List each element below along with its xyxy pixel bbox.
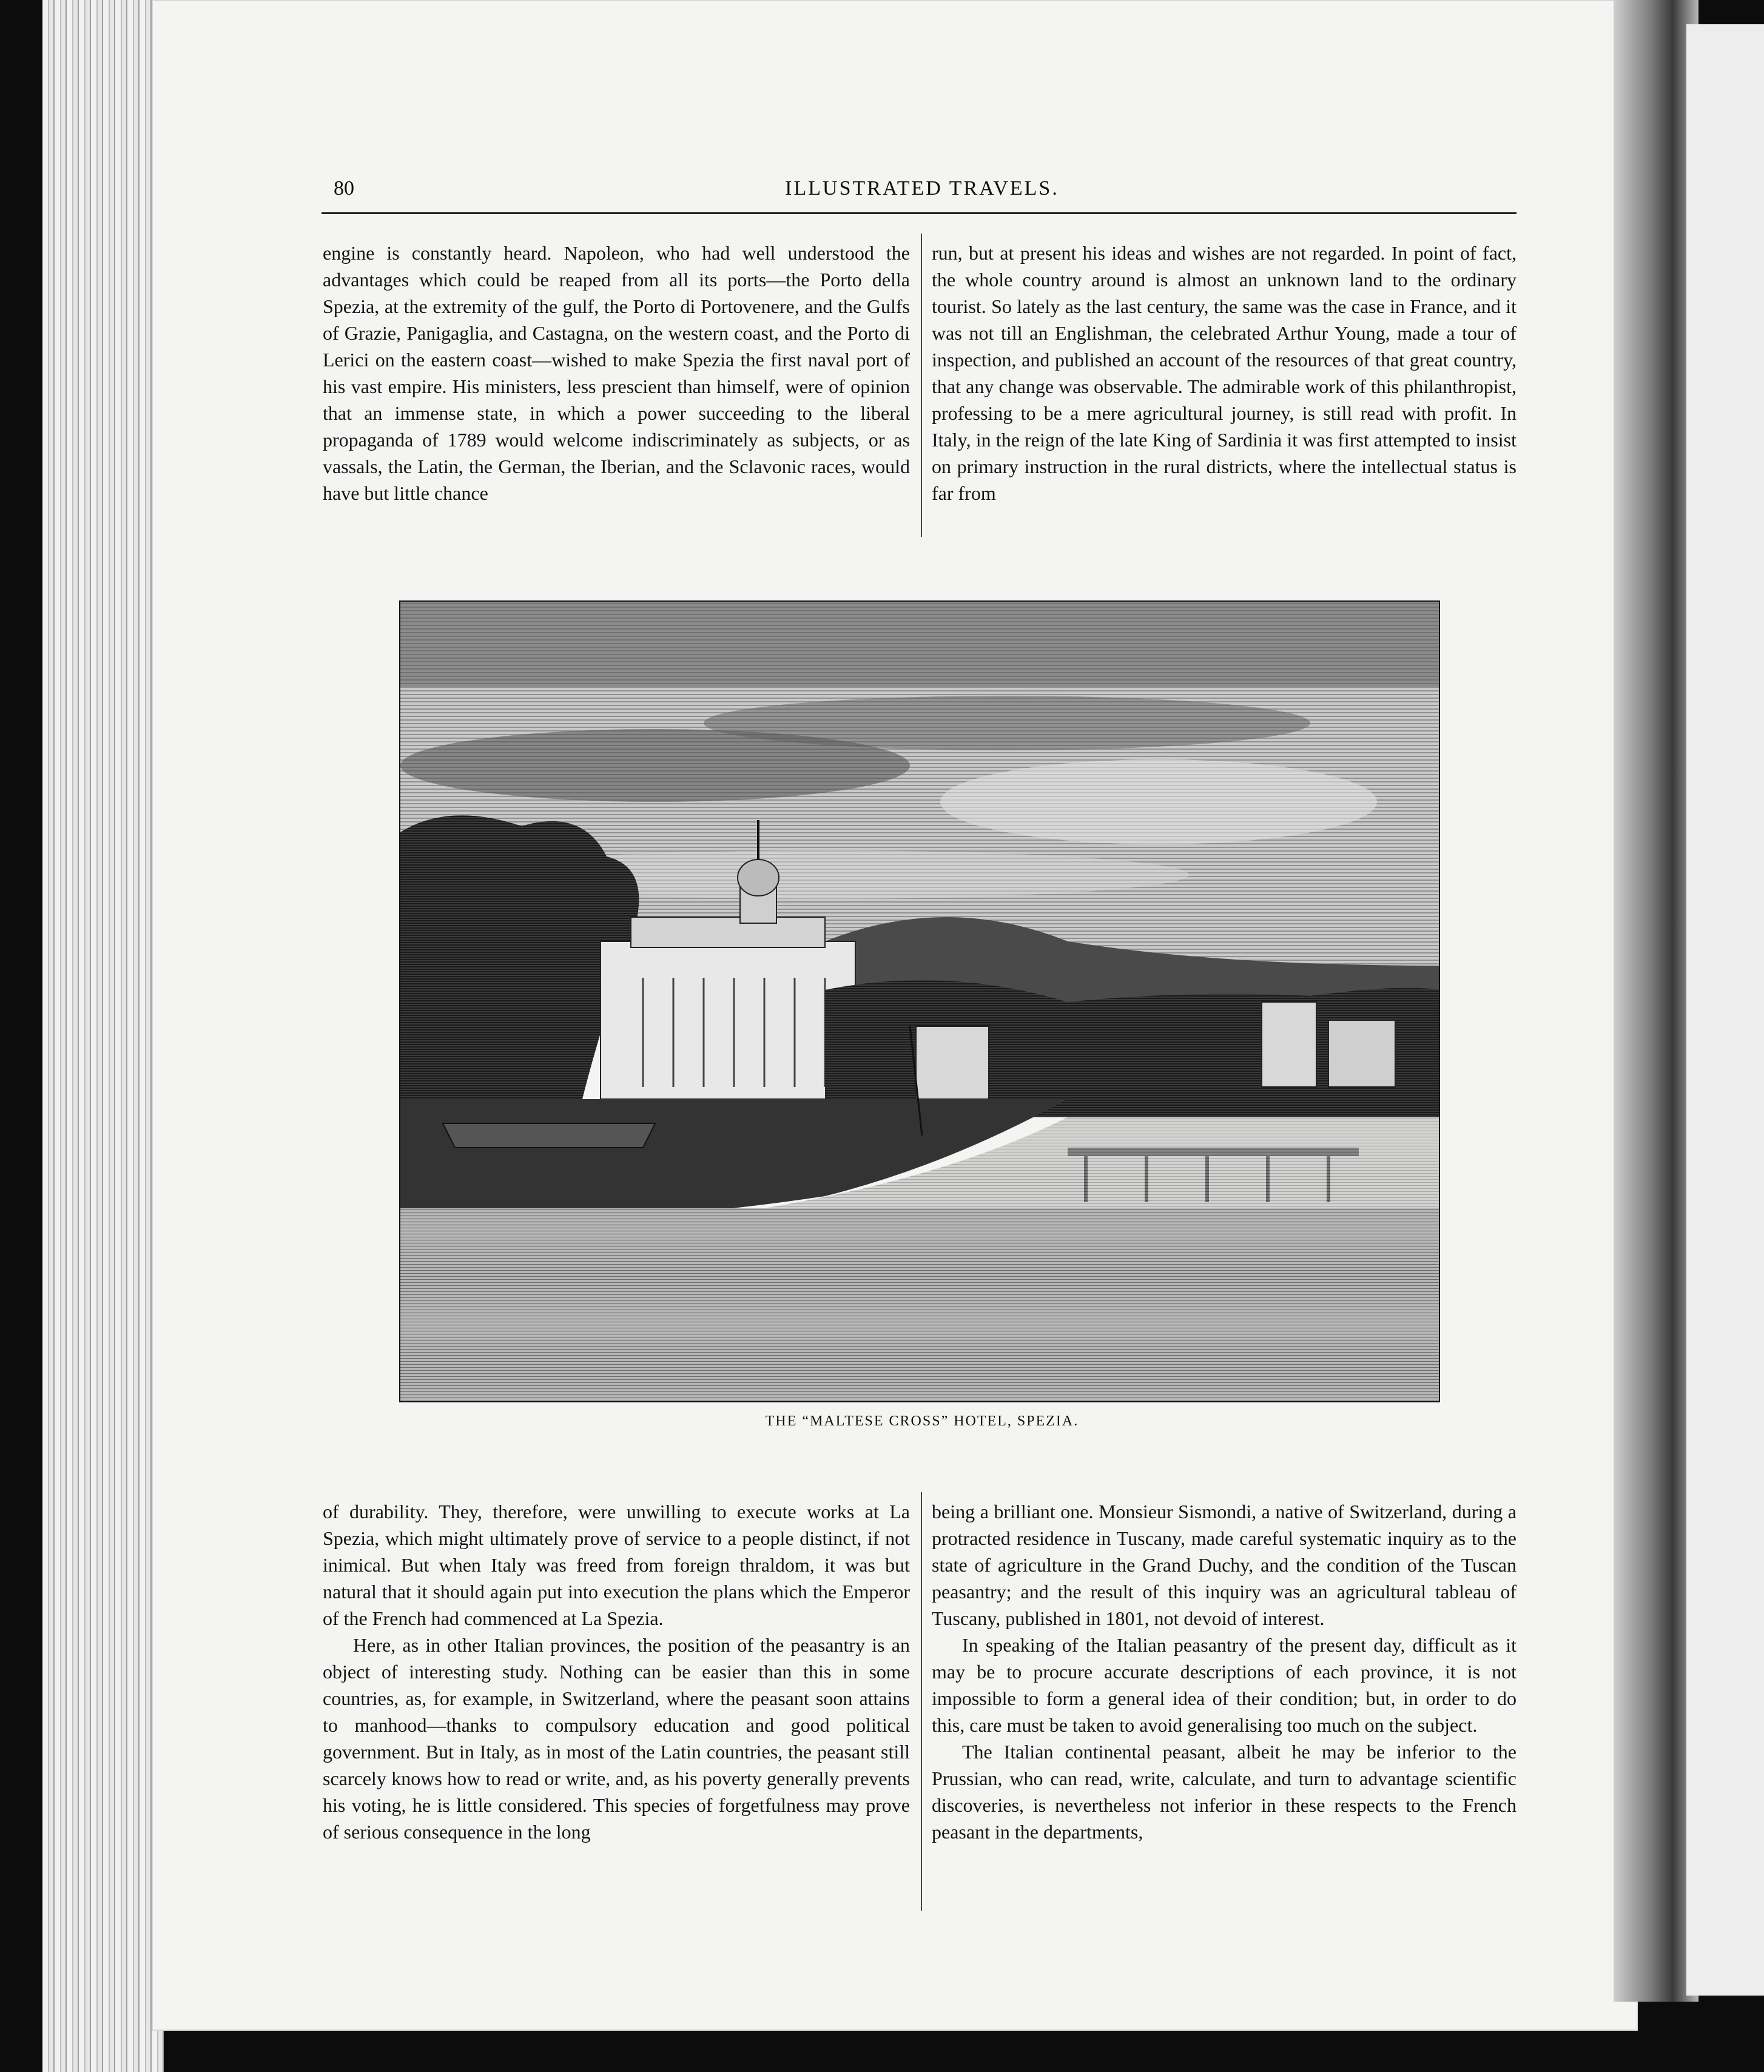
header-rule	[321, 212, 1517, 214]
column-divider-bottom	[921, 1492, 922, 1911]
paragraph: run, but at present his ideas and wishes are not regarded. In point of fact, the whole country around is almost an unknown land to the ordinary tourist. So lately as the last century, the same was the case in France, and it was not till an Englishman, the celebrated Arthur Young, made a tour of inspection, and published an account of the resources of that great country, that any change was observable. The admirable work of this philanthropist, professing to be a mere agricultural journey, is still read with profit. In Italy, in the reign of the late King of Sardinia it was first attempted to insist on primary instruction in the rural districts, where the intellectual status is far from	[932, 242, 1517, 504]
paragraph: engine is constantly heard. Napoleon, who had well understood the advantages which could be reaped from all its ports—the Porto della Spezia, at the extremity of the gulf, the Porto di Portovenere, and the Gulfs of Grazie, Panigaglia, and Castagna, on the western coast, and the Porto di Lerici on the eastern coast—wished to make Spezia the first naval port of his vast empire. His ministers, less prescient than himself, were of opinion that an immense state, in which a power succeeding to the liberal propaganda of 1789 would welcome indiscriminately as subjects, or as vassals, the Latin, the German, the Iberian, and the Sclavonic races, would have but little chance	[323, 242, 910, 504]
paragraph: In speaking of the Italian peasantry of the present day, difficult as it may be to procure accurate descriptions of each province, it is not impossible to form a general idea of their condition; but, in order to do this, care must be taken to avoid generalising too much on the subject.	[932, 1634, 1517, 1736]
engraving-image	[400, 602, 1439, 1401]
paragraph: being a brilliant one. Monsieur Sismondi, a native of Switzerland, during a protracted residence in Tuscany, made careful systematic inquiry as to the state of agriculture in the Grand Duchy, and the condition of the Tuscan peasantry; and the result of this inquiry was an agricultural tableau of Tuscany, published in 1801, not devoid of interest.	[932, 1501, 1517, 1629]
column-bottom-left	[323, 1498, 910, 1845]
gutter-shadow	[1614, 0, 1698, 2002]
page-header	[328, 172, 1517, 209]
book-page-edges	[42, 0, 164, 2072]
paragraph: Here, as in other Italian provinces, the position of the peasantry is an object of interesting study. Nothing can be easier than this in some countries, as, for example, in Switzerland, where the peasant soon attains to manhood—thanks to compulsory education and good political government. But in Italy, as in most of the Latin countries, the peasant still scarcely knows how to read or write, and, as his poverty generally prevents his voting, he is little considered. This species of forgetfulness may prove of serious consequence in the long	[323, 1634, 910, 1843]
column-divider-top	[921, 234, 922, 537]
engraving-maltese-cross-hotel	[399, 600, 1440, 1402]
page-number: 80	[334, 177, 354, 200]
paragraph: The Italian continental peasant, albeit he may be inferior to the Prussian, who can read, write, calculate, and turn to advantage scientific discoveries, is nevertheless not inferior in these respects to the French peasant in the departments,	[932, 1741, 1517, 1843]
running-title: ILLUSTRATED TRAVELS.	[785, 177, 1059, 200]
column-bottom-right	[932, 1498, 1517, 1845]
illustration-caption: THE “MALTESE CROSS” HOTEL, SPEZIA.	[765, 1413, 1079, 1429]
column-top-right	[932, 240, 1517, 506]
facing-page-edge	[1686, 24, 1764, 1996]
paragraph: of durability. They, therefore, were unwilling to execute works at La Spezia, which might ultimately prove of service to a people distinct, if not inimical. But when Italy was freed from foreign thraldom, it was but natural that it should again put into execution the plans which the Emperor of the French had commenced at La Spezia.	[323, 1501, 910, 1629]
column-top-left	[323, 240, 910, 506]
